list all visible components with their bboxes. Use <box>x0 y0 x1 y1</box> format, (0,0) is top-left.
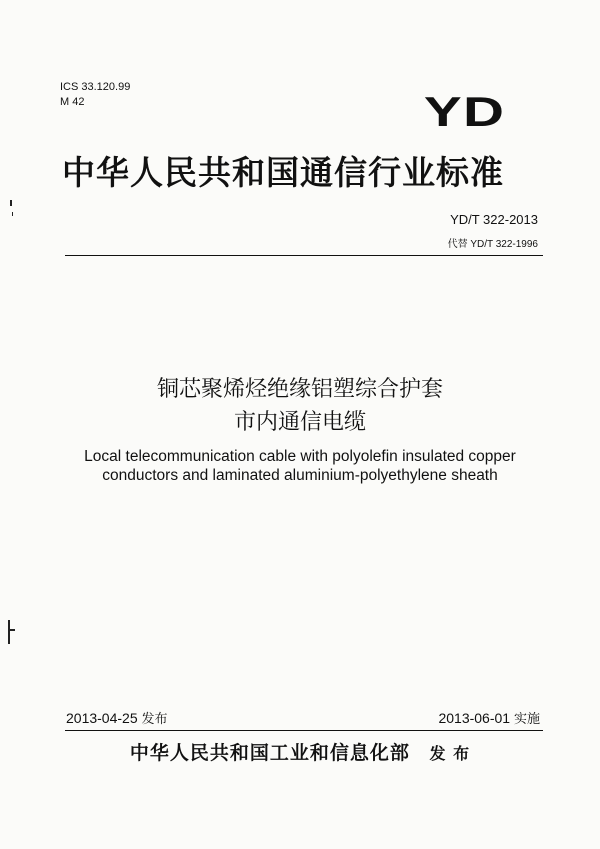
footer-divider <box>65 730 543 731</box>
issue-label: 发布 <box>141 712 168 727</box>
standard-code: YD/T 322-2013 <box>450 212 538 227</box>
implementation-label: 实施 <box>513 712 540 727</box>
document-title-en-line1: Local telecommunication cable with polyolefin insulated copper <box>84 448 516 465</box>
classification-codes <box>60 80 130 110</box>
replaces-standard: 代替 YD/T 322-1996 <box>447 239 538 250</box>
scan-mark <box>8 620 10 644</box>
document-title-cn-line1: 铜芯聚烯烃绝缘铝塑综合护套 <box>156 377 443 402</box>
document-title-cn-line2: 市内通信电缆 <box>233 410 366 435</box>
implementation-date-value: 2013-06-01 <box>438 710 511 726</box>
implementation-date <box>438 708 540 727</box>
issue-date-value: 2013-04-25 <box>66 710 138 726</box>
document-title-en-line2: conductors and laminated aluminium-polyethylene sheath <box>102 467 498 484</box>
scan-mark <box>12 212 13 216</box>
standard-title: 中华人民共和国通信行业标准 <box>62 153 504 192</box>
yd-logo: YD <box>423 88 505 135</box>
publish-verb: 发 布 <box>429 744 471 763</box>
ics-code: ICS 33.120.99 <box>60 81 131 93</box>
issue-date <box>66 708 168 727</box>
publisher-name: 中华人民共和国工业和信息化部 <box>129 742 410 764</box>
scan-mark <box>10 200 12 206</box>
scan-mark <box>10 629 15 631</box>
publisher-line <box>0 738 600 765</box>
ccs-code: M 42 <box>60 96 85 108</box>
header-divider <box>65 255 543 256</box>
